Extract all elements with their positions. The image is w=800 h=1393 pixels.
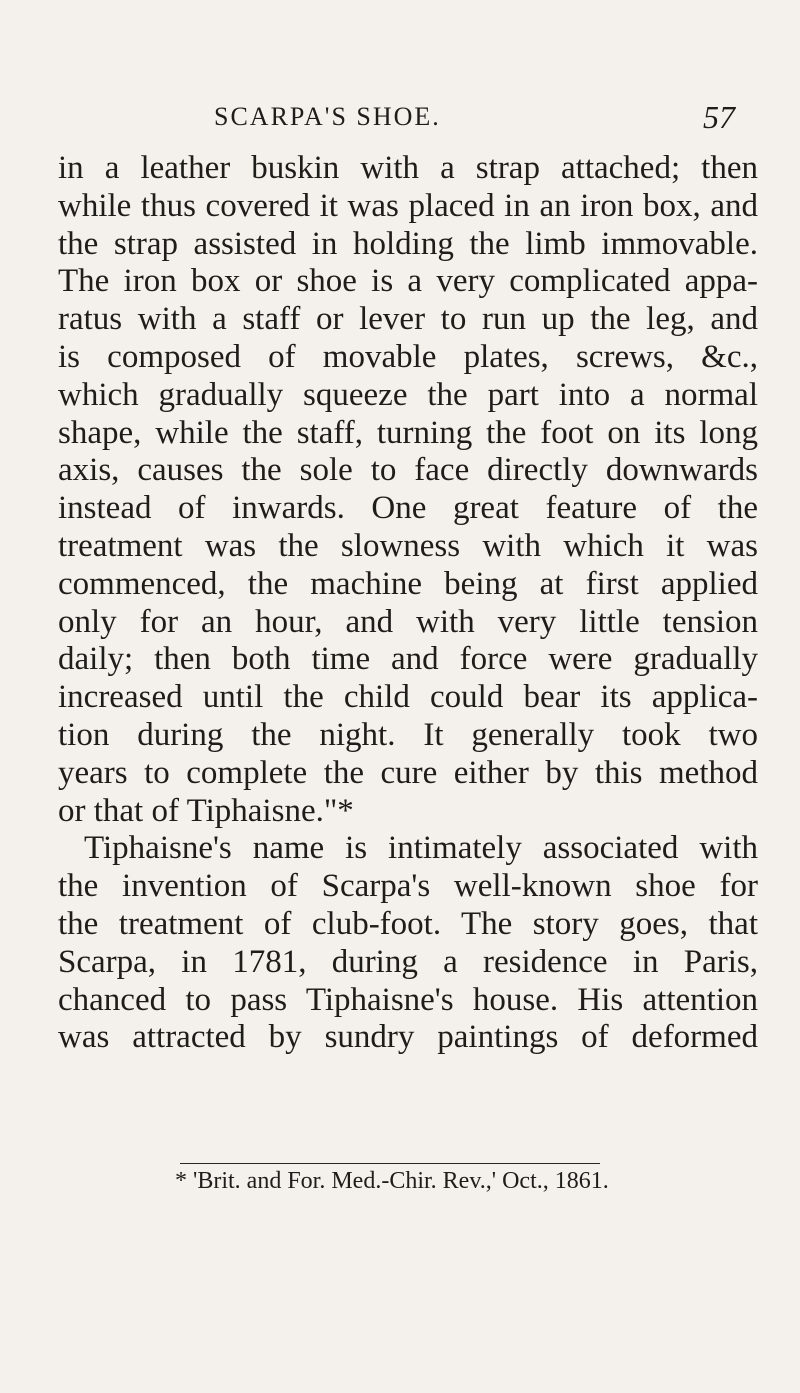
page-number: 57 (703, 99, 735, 135)
text-line: is composed of movable plates, screws, &c., (58, 338, 758, 375)
text-line: or that of Tiphaisne."* (58, 792, 354, 829)
footnote-rule (180, 1163, 600, 1164)
text-line: was attracted by sundry paintings of deformed (58, 1019, 758, 1056)
text-line: the invention of Scarpa's well-known shoe for (58, 868, 758, 905)
text-line: chanced to pass Tiphaisne's house. His attention (58, 981, 758, 1018)
text-line: Scarpa, in 1781, during a residence in Paris, (58, 943, 758, 980)
text-line: the treatment of club-foot. The story goes, that (58, 905, 758, 942)
text-line: in a leather buskin with a strap attached; then (58, 150, 758, 186)
text-line: treatment was the slowness with which it was (58, 527, 758, 564)
text-line: which gradually squeeze the part into a normal (58, 376, 758, 413)
text-line: commenced, the machine being at first applied (58, 565, 758, 602)
text-line: while thus covered it was placed in an iron box, and (58, 187, 758, 224)
text-line: increased until the child could bear its applica- (58, 679, 758, 716)
text-line: Tiphaisne's name is intimately associated with (84, 830, 758, 867)
text-line: shape, while the staff, turning the foot on its long (58, 414, 758, 451)
footnote: * 'Brit. and For. Med.-Chir. Rev.,' Oct., 1861. (175, 1168, 609, 1194)
text-line: instead of inwards. One great feature of the (58, 490, 758, 527)
running-head (0, 99, 800, 142)
text-line: the strap assisted in holding the limb immovable. (58, 225, 758, 262)
text-line: axis, causes the sole to face directly downwards (58, 452, 758, 489)
text-line: The iron box or shoe is a very complicated appa- (58, 263, 758, 300)
text-line: only for an hour, and with very little tension (58, 603, 758, 640)
text-line: daily; then both time and force were gradually (58, 641, 758, 678)
text-line: years to complete the cure either by this method (58, 754, 758, 791)
text-line: ratus with a staff or lever to run up the leg, and (58, 301, 758, 338)
running-title: SCARPA'S SHOE. (214, 102, 441, 131)
body-text (58, 150, 758, 1057)
text-line: tion during the night. It generally took two (58, 716, 758, 753)
